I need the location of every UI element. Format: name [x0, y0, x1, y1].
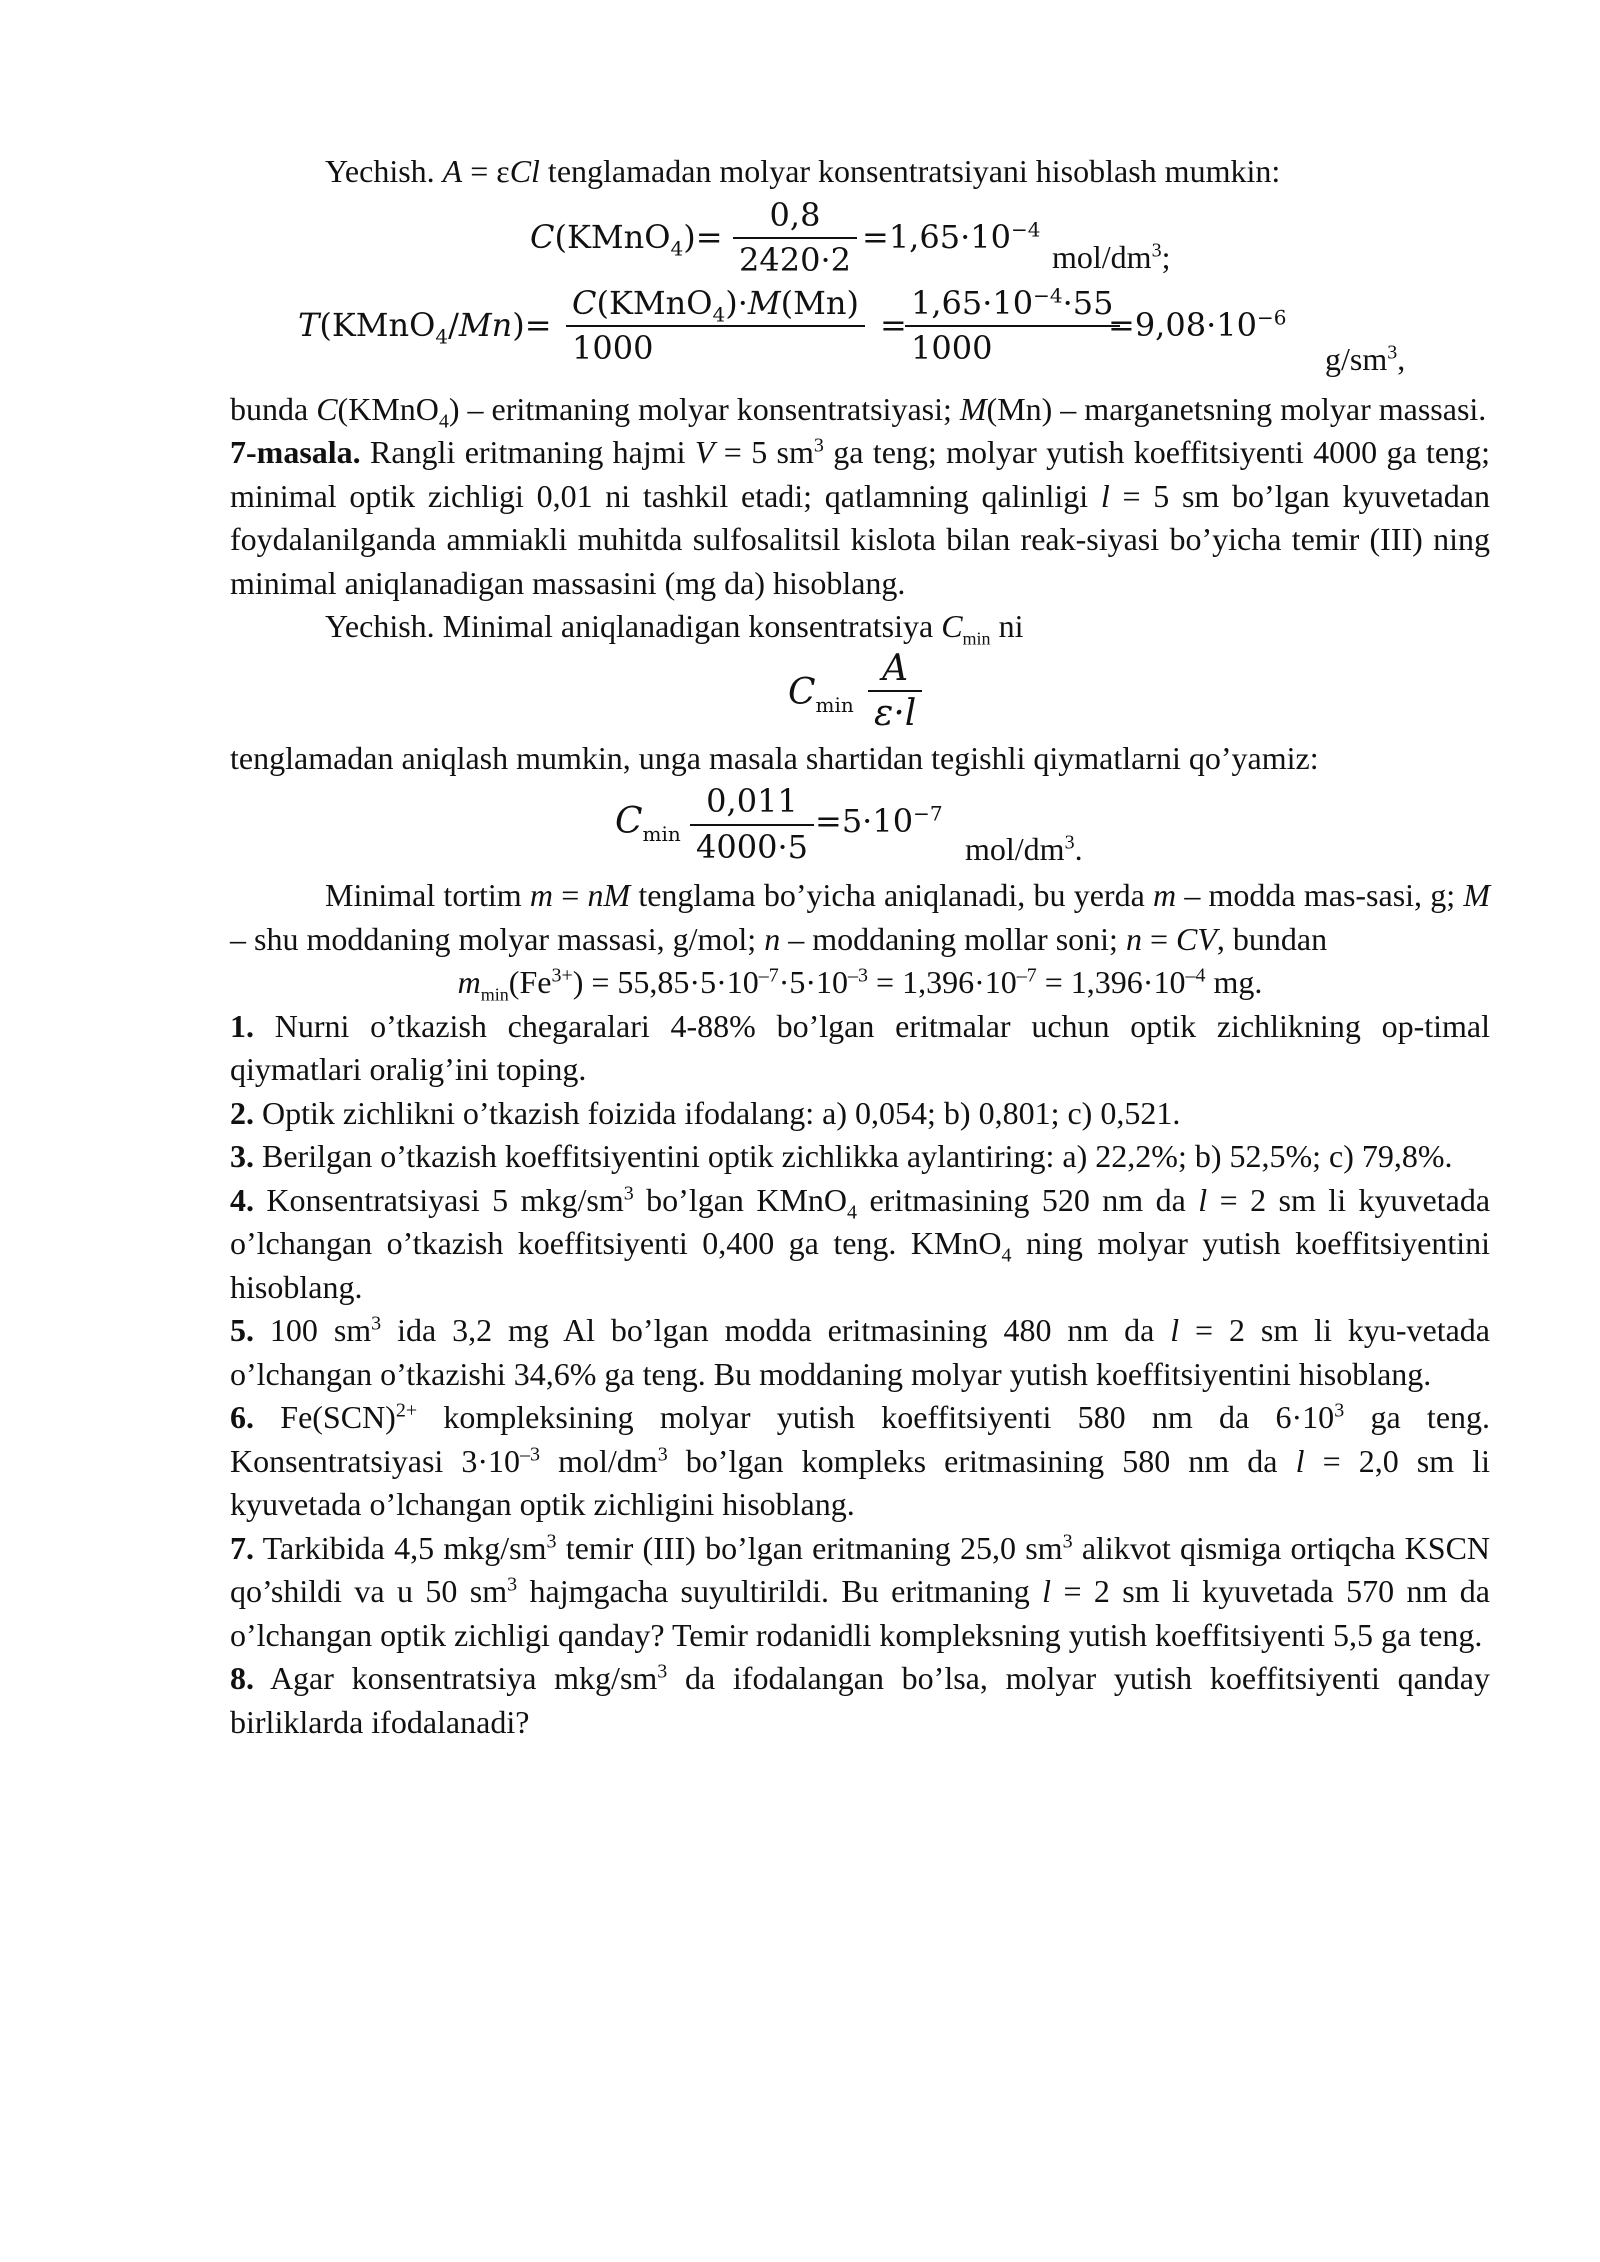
text: = — [552, 877, 588, 913]
eq-lhs — [788, 671, 854, 715]
text: ga teng; molyar yutish koeffitsiyenti 4000 ga teng; minimal optik zichligi 0,01 ni tashkil etadi; qatlamning qalinligi — [230, 434, 1491, 514]
var-c: C — [530, 217, 555, 256]
text: (Fe — [508, 964, 552, 1000]
numerator: 0,011 — [706, 782, 798, 820]
var-m: M — [959, 390, 987, 427]
var-m: m — [1153, 877, 1177, 913]
text: ida 3,2 mg Al bo’lgan modda eritmasining 480 nm da — [381, 1312, 1171, 1348]
question-8 — [230, 1657, 1490, 1744]
denominator: ε·l — [868, 690, 922, 736]
subscript: 4 — [1001, 1244, 1012, 1267]
equation-mmin — [230, 961, 1490, 1005]
subscript: 4 — [438, 409, 449, 432]
text: – moddaning mollar soni; — [780, 920, 1126, 957]
equation-cmin-value — [230, 780, 1490, 874]
question-number: 4. — [230, 1181, 254, 1218]
equation-cmin — [230, 649, 1490, 737]
exponent: −4 — [1033, 282, 1063, 307]
text: ga teng. Konsentratsiyasi 3·10 — [230, 1399, 1491, 1479]
subscript: 4 — [670, 235, 684, 260]
eq-result — [815, 800, 943, 844]
numerator: A — [882, 647, 909, 689]
text: = 1,396·10 — [1036, 964, 1186, 1000]
subscript: 4 — [847, 1200, 858, 1223]
equation-titre — [230, 282, 1490, 388]
question-text: Optik zichlikni o’tkazish foizida ifodalang: a) 0,054; b) 0,801; c) 0,521. — [254, 1094, 1181, 1131]
superscript: 3 — [1062, 1529, 1073, 1552]
text: , bundan — [1216, 920, 1328, 957]
exponent: −7 — [913, 801, 943, 826]
superscript: 3+ — [551, 964, 573, 987]
text: (KMnO — [337, 390, 439, 427]
text: ni — [990, 608, 1024, 644]
unit-tail: , — [1397, 340, 1406, 377]
text: ning molyar yutish koeffitsiyentini hisoblang. — [230, 1225, 1491, 1305]
denominator: 1000 — [905, 325, 1120, 371]
unit — [965, 828, 1083, 872]
unit-tail: . — [1074, 831, 1083, 867]
text: bunda — [230, 390, 317, 427]
text: Minimal tortim — [325, 877, 530, 913]
var-n: n — [1125, 920, 1142, 957]
text: Tarkibida 4,5 mkg/sm — [254, 1529, 547, 1566]
unit — [1325, 338, 1405, 382]
superscript: –4 — [1185, 964, 1206, 987]
denominator: 2420·2 — [733, 237, 857, 283]
subscript: min — [962, 628, 991, 649]
document-page — [230, 150, 1490, 1744]
superscript: –7 — [758, 964, 779, 987]
numerator — [905, 282, 1120, 326]
var-cl: Cl — [509, 153, 540, 189]
text: = 5 sm bo’lgan kyuvetadan foydalanilganda ammiakli muhitda sulfosalitsil kislota bilan reak-siyasi bo’yicha temir (III) ning minimal aniqlanadigan massasini (mg da) hisoblang. — [230, 477, 1491, 601]
question-number: 2. — [230, 1094, 254, 1131]
var-v: V — [694, 434, 715, 470]
subscript: min — [642, 822, 681, 847]
var-mn: Mn — [458, 305, 513, 344]
fraction-1 — [566, 282, 865, 371]
superscript: 3 — [657, 1442, 668, 1465]
lhs-close: )= — [512, 305, 552, 344]
eq-lhs — [530, 216, 723, 260]
unit-tail: ; — [1161, 238, 1171, 275]
exponent: −4 — [1010, 216, 1041, 241]
paragraph-minimal — [230, 874, 1490, 961]
question-4 — [230, 1179, 1490, 1310]
var-c: C — [316, 390, 338, 427]
text: Agar konsentratsiya mkg/sm — [254, 1660, 658, 1696]
question-2 — [230, 1092, 1490, 1136]
text: = 2 sm li kyu-vetada o’lchangan o’tkazishi 34,6% ga teng. Bu moddaning molyar yutish koeffitsiyentini hisoblang. — [230, 1312, 1490, 1392]
question-number: 7. — [230, 1529, 254, 1566]
var-m: m — [457, 964, 481, 1000]
var-nm: nM — [587, 877, 631, 913]
subscript: min — [480, 984, 509, 1005]
var-a: A — [442, 153, 463, 189]
var-l: l — [1170, 1312, 1180, 1348]
numerator: 0,8 — [769, 195, 821, 234]
question-6 — [230, 1396, 1490, 1527]
exponent: −6 — [1256, 304, 1287, 329]
text: = 2 sm li kyuvetada o’lchangan o’tkazish koeffitsiyenti 0,400 ga teng. KMnO — [230, 1181, 1491, 1261]
text: eritmasining 520 nm da — [857, 1181, 1199, 1218]
fraction — [733, 194, 857, 283]
question-text: Nurni o’tkazish chegaralari 4-88% bo’lgan eritmalar uchun optik zichlikning op-timal qiymatlari oralig’ini toping. — [230, 1007, 1490, 1087]
denominator: 4000·5 — [690, 824, 814, 870]
text: hajmgacha suyultirildi. Bu eritmaning — [517, 1573, 1043, 1609]
result: =1,65·10 — [862, 217, 1011, 256]
eq-result — [862, 216, 1040, 260]
var-c: C — [941, 608, 963, 644]
question-number: 3. — [230, 1138, 254, 1174]
text: Rangli eritmaning hajmi — [360, 434, 695, 470]
subscript: 4 — [435, 323, 449, 348]
question-5 — [230, 1309, 1490, 1396]
text: 100 sm — [254, 1312, 372, 1348]
question-3 — [230, 1135, 1490, 1179]
solution-text: tenglamadan molyar konsentratsiyani hisoblash mumkin: — [539, 153, 1281, 189]
eq-sign: = ε — [462, 153, 510, 189]
text: Fe(SCN) — [254, 1399, 396, 1435]
text: alikvot qismiga ortiqcha KSCN qo’shildi va u 50 sm — [230, 1529, 1491, 1609]
solution-label: Yechish. — [325, 153, 443, 189]
var-c: C — [572, 283, 597, 322]
fraction — [690, 780, 814, 869]
unit-exp: 3 — [1151, 238, 1162, 261]
var-m-molar: M — [1463, 877, 1491, 913]
question-number: 1. — [230, 1007, 254, 1044]
question-number: 6. — [230, 1399, 254, 1435]
var-t: T — [298, 305, 320, 344]
superscript: –3 — [848, 964, 869, 987]
text: – shu moddaning molyar massasi, g/mol; — [230, 920, 765, 957]
text: – modda mas-sasi, g; — [1176, 877, 1464, 913]
unit-text: mol/dm — [1052, 238, 1152, 275]
num-dot: )· — [725, 283, 748, 322]
text: bo’lgan kompleks eritmasining 580 nm da — [667, 1442, 1296, 1479]
slash: / — [448, 305, 459, 344]
question-1 — [230, 1005, 1490, 1092]
solution-7-intro — [230, 605, 1490, 649]
var-n: n — [764, 920, 781, 957]
question-number: 5. — [230, 1312, 254, 1348]
superscript: 3 — [813, 434, 824, 457]
question-7 — [230, 1527, 1490, 1658]
text: = 2,0 sm li kyuvetada o’lchangan optik zichligini hisoblang. — [230, 1442, 1491, 1522]
text: mol/dm — [540, 1442, 658, 1479]
var-l: l — [1295, 1442, 1305, 1479]
text: (Mn) – marganetsning molyar massasi. — [986, 390, 1487, 427]
superscript: 3 — [1334, 1399, 1345, 1422]
var-l: l — [1042, 1573, 1052, 1609]
num-value: 1,65·10 — [911, 283, 1034, 322]
var-l: l — [1100, 477, 1110, 514]
text: ·5·10 — [778, 964, 849, 1000]
fraction — [868, 647, 922, 736]
unit-exp: 3 — [1387, 340, 1398, 363]
superscript: 3 — [623, 1181, 634, 1204]
lhs-close: )= — [683, 217, 723, 256]
superscript: 3 — [371, 1312, 382, 1335]
subscript: 4 — [712, 301, 726, 326]
numerator — [566, 282, 865, 326]
superscript: –7 — [1016, 964, 1037, 987]
text: = — [1141, 920, 1176, 957]
text: Konsentratsiyasi 5 mkg/sm — [254, 1181, 624, 1218]
eq-lhs — [298, 304, 552, 348]
num-tail: ·55 — [1062, 283, 1114, 322]
superscript: 3 — [507, 1573, 518, 1596]
superscript: 2+ — [395, 1399, 418, 1422]
var-m: M — [747, 283, 781, 322]
text: ) = 55,85·5·10 — [572, 964, 759, 1000]
unit-text: mol/dm — [965, 831, 1065, 867]
result: =5·10 — [815, 802, 914, 840]
eq-lhs — [615, 800, 681, 847]
fraction-2 — [905, 282, 1120, 371]
text: ) – eritmaning molyar konsentratsiyasi; — [448, 390, 960, 427]
text: = 2 sm li kyuvetada 570 nm da o’lchangan optik zichligi qanday? Temir rodanidli kompleksning yutish koeffitsiyenti 5,5 ga teng. — [230, 1573, 1491, 1653]
superscript: 3 — [657, 1660, 668, 1683]
question-text: Berilgan o’tkazish koeffitsiyentini optik zichlikka aylantiring: a) 22,2%; b) 52,5%; c) 79,8%. — [254, 1138, 1453, 1174]
var-c: C — [615, 801, 643, 842]
text: = 5 sm — [714, 434, 814, 470]
text: mg. — [1205, 964, 1263, 1000]
eq-sign: = — [880, 305, 907, 344]
solution-intro — [230, 150, 1490, 194]
subscript: min — [815, 692, 854, 717]
unit — [1052, 236, 1170, 280]
result: =9,08·10 — [1108, 305, 1257, 344]
text: tenglama bo’yicha aniqlanadi, bu yerda — [630, 877, 1153, 913]
equation-c-kmno4 — [230, 194, 1490, 282]
unit-exp: 3 — [1064, 831, 1075, 854]
lhs-paren: (KMnO — [554, 217, 671, 256]
var-c: C — [788, 671, 816, 713]
text: kompleksining molyar yutish koeffitsiyenti 580 nm da 6·10 — [417, 1399, 1335, 1435]
paragraph-tenglamadan: tenglamadan aniqlash mumkin, unga masala shartidan tegishli qiymatlarni qo’yamiz: — [230, 739, 1319, 776]
text: temir (III) bo’lgan eritmaning 25,0 sm — [556, 1529, 1063, 1566]
eq-result — [1108, 304, 1286, 348]
text: da ifodalangan bo’lsa, molyar yutish koeffitsiyenti qanday birliklarda ifodalanadi? — [230, 1660, 1491, 1740]
question-number: 8. — [230, 1660, 254, 1696]
num-paren: (KMnO — [596, 283, 713, 322]
paragraph-bunda — [230, 388, 1490, 432]
text: Yechish. Minimal aniqlanadigan konsentratsiya — [325, 608, 942, 644]
text: bo’lgan KMnO — [633, 1181, 848, 1218]
superscript: –3 — [520, 1442, 541, 1465]
unit-text: g/sm — [1325, 340, 1388, 377]
superscript: 3 — [546, 1529, 557, 1552]
var-cv: CV — [1175, 920, 1217, 957]
var-l: l — [1198, 1181, 1208, 1218]
text: = 1,396·10 — [868, 964, 1017, 1000]
task-7 — [230, 431, 1490, 605]
task-title: 7-masala. — [230, 434, 361, 470]
var-m: m — [529, 877, 553, 913]
num-mn: (Mn) — [780, 283, 859, 322]
denominator: 1000 — [566, 325, 865, 371]
lhs-open: (KMnO — [319, 305, 436, 344]
